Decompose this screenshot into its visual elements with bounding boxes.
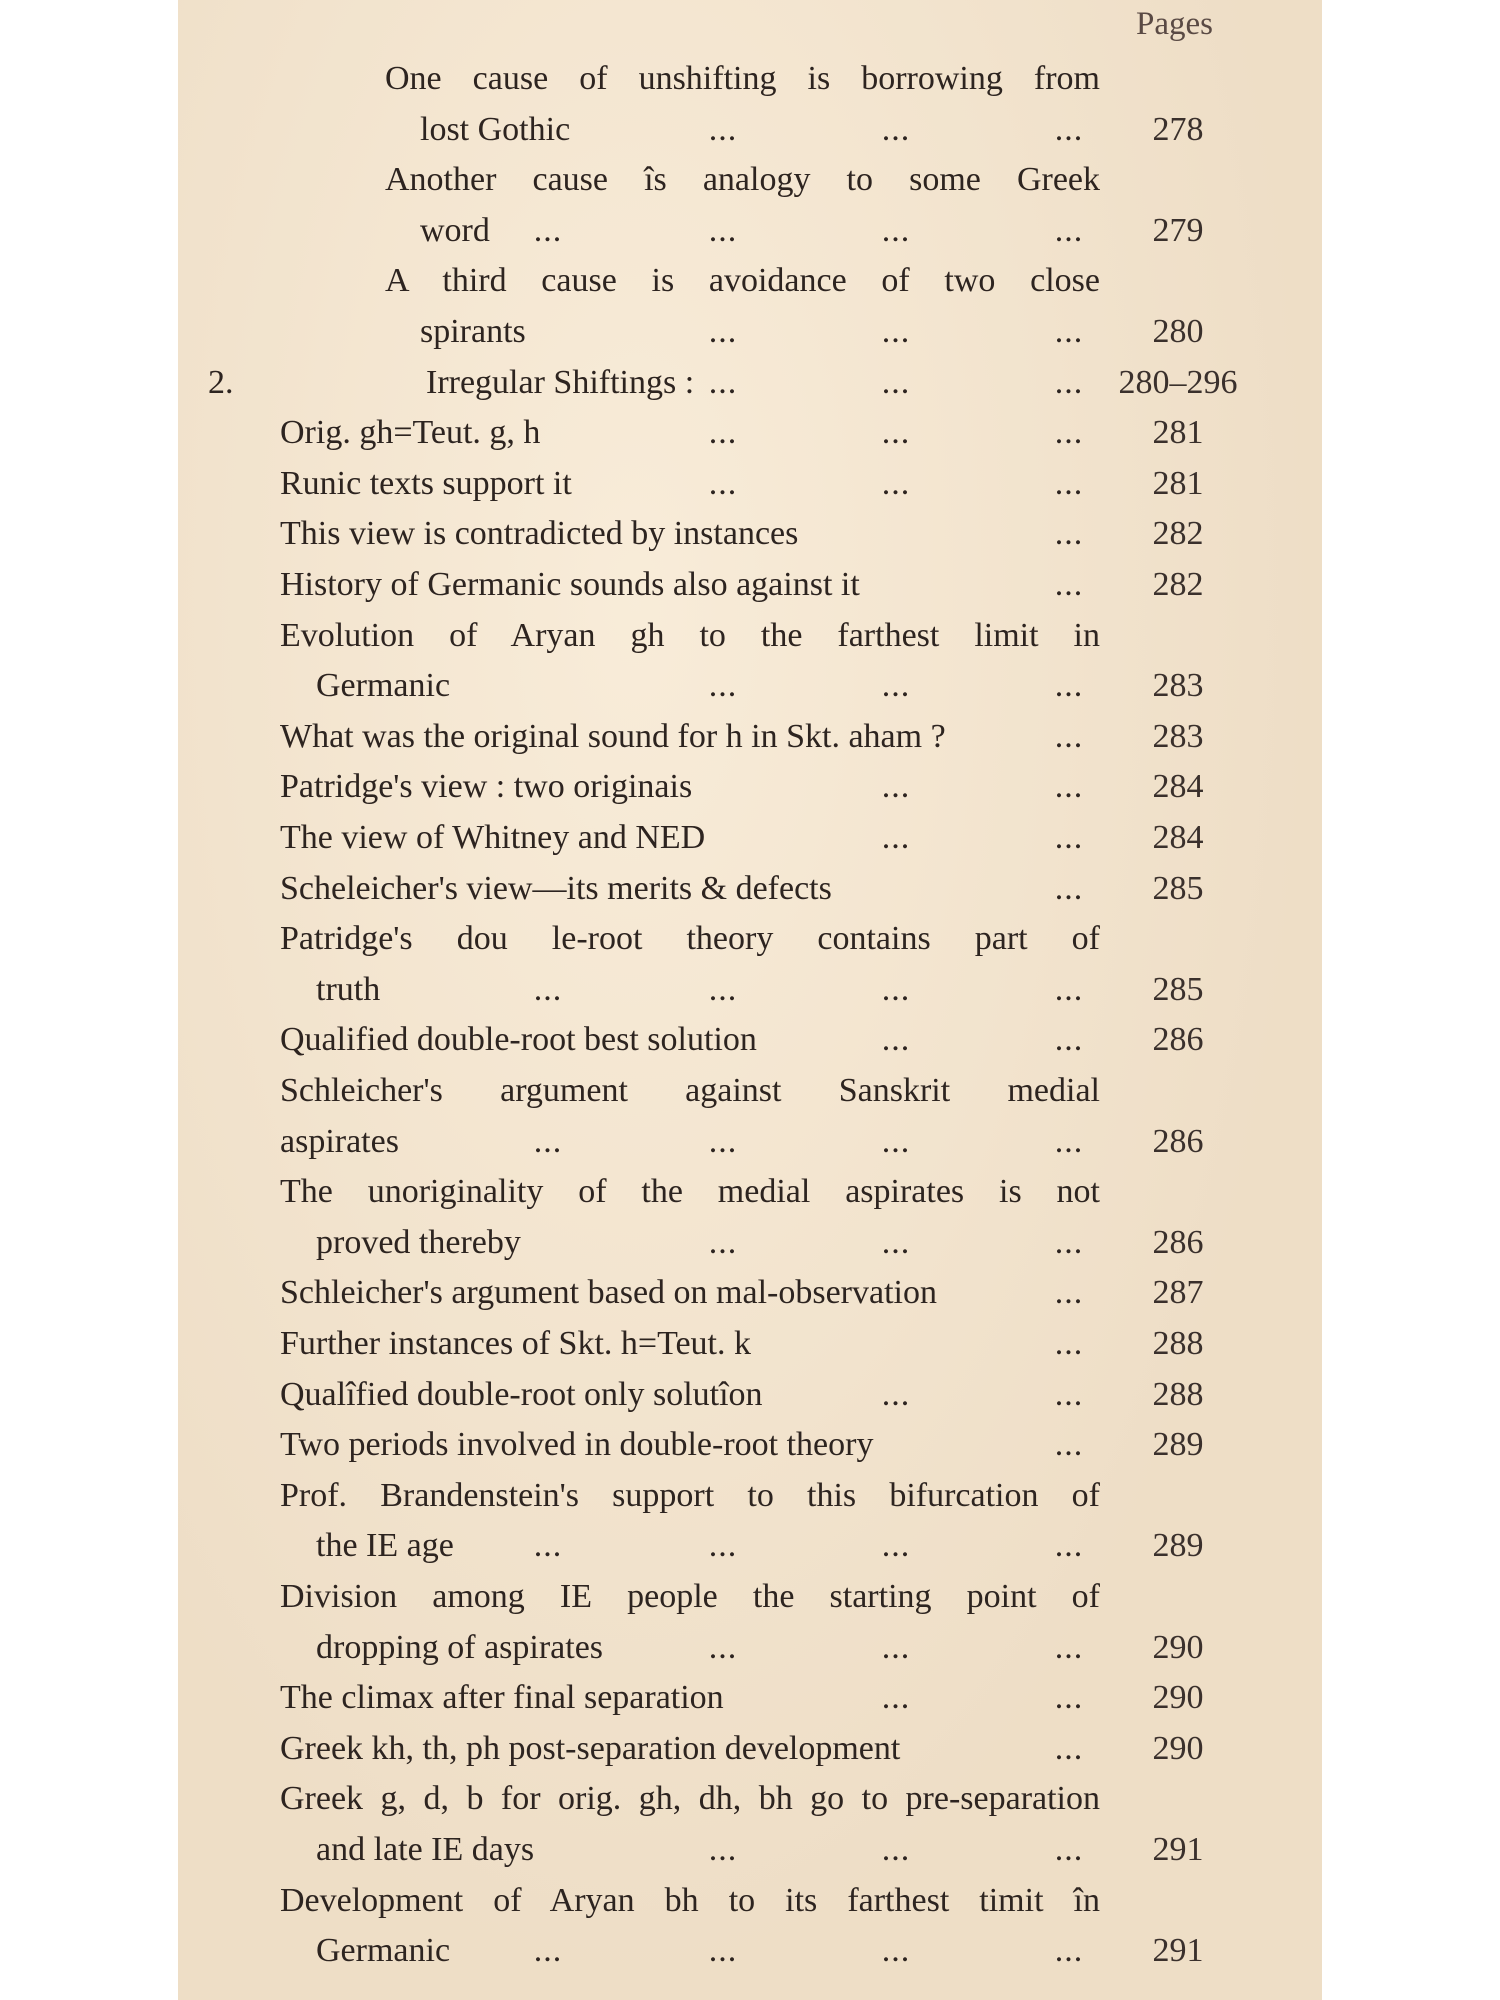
entry-text: Patridge's view : two originais: [280, 768, 693, 806]
leader-dots: ...: [708, 110, 738, 148]
page-number: 289: [1152, 1527, 1204, 1565]
toc-entry: [178, 1320, 1322, 1368]
page-number: 291: [1152, 1831, 1204, 1868]
page-number: 290: [1152, 1628, 1204, 1666]
toc-entry: [178, 763, 1322, 811]
leader-dots: ...: [533, 1932, 563, 1970]
entry-text: the IE age: [316, 1527, 454, 1565]
leader-dots: ...: [881, 1021, 911, 1059]
leader-dots: ...: [533, 970, 563, 1008]
leader-dots: ...: [881, 211, 911, 249]
section-number: 2.: [208, 363, 234, 401]
entry-text: Greek kh, th, ph post-separation development: [280, 1729, 901, 1767]
leader-dots: ...: [1054, 819, 1084, 856]
toc-entry: [178, 1624, 1322, 1672]
toc-entry: [178, 257, 1322, 305]
toc-entry: [178, 1725, 1322, 1773]
page-number: 280: [1152, 313, 1204, 350]
entry-text: Two periods involved in double-root theory: [280, 1426, 874, 1464]
page-number: 286: [1152, 1122, 1204, 1160]
leader-dots: ...: [881, 1628, 911, 1666]
page-number: 283: [1152, 667, 1204, 705]
page-number: 285: [1152, 970, 1204, 1008]
entry-text: Development of Aryan bh to its farthest timit în: [280, 1881, 1100, 1919]
toc-entry: [178, 1472, 1322, 1520]
toc-entry: [178, 510, 1322, 558]
leader-dots: ...: [708, 1122, 738, 1160]
leader-dots: ...: [708, 211, 738, 249]
leader-dots: ...: [881, 819, 911, 856]
entry-text: aspirates: [280, 1122, 399, 1160]
leader-dots: ...: [533, 211, 563, 249]
leader-dots: ...: [1054, 1021, 1084, 1059]
entry-text: Germanic: [316, 667, 451, 705]
entry-text: Runic texts support it: [280, 464, 572, 502]
leader-dots: ...: [1054, 1122, 1084, 1160]
leader-dots: ...: [1054, 717, 1084, 755]
toc-entry: [178, 460, 1322, 508]
page-number: 285: [1152, 869, 1204, 907]
toc-entry: [178, 966, 1322, 1014]
page-number: 291: [1152, 1932, 1204, 1970]
leader-dots: ...: [1054, 1426, 1084, 1464]
entry-text: Division among IE people the starting point of: [280, 1578, 1100, 1615]
toc-entry: [178, 915, 1322, 963]
leader-dots: ...: [881, 1223, 911, 1261]
toc-entry: [178, 156, 1322, 204]
leader-dots: ...: [1054, 1932, 1084, 1970]
toc-entry: [178, 1927, 1322, 1975]
leader-dots: ...: [881, 970, 911, 1008]
toc-entry: [178, 207, 1322, 255]
toc-entry: [178, 55, 1322, 103]
book-page: [178, 0, 1322, 2000]
leader-dots: ...: [881, 1831, 911, 1868]
page-number: 289: [1152, 1426, 1204, 1464]
entry-text: and late IE days: [316, 1831, 535, 1868]
entry-text: The view of Whitney and NED: [280, 819, 706, 856]
leader-dots: ...: [881, 464, 911, 502]
entry-text: Irregular Shiftings :: [426, 363, 695, 401]
entry-text: spirants: [420, 313, 526, 350]
leader-dots: ...: [1054, 667, 1084, 705]
entry-text: Schleicher's argument against Sanskrit medial: [280, 1072, 1100, 1109]
entry-text: What was the original sound for h in Skt. aham ?: [280, 717, 946, 755]
leader-dots: ...: [881, 363, 911, 401]
toc-entry: [178, 612, 1322, 660]
page-number: 281: [1152, 464, 1204, 502]
entry-text: word: [420, 211, 490, 249]
toc-entry: [178, 1877, 1322, 1925]
entry-text: The climax after final separation: [280, 1679, 724, 1717]
page-number: 279: [1152, 211, 1204, 249]
toc-entry: [178, 1016, 1322, 1064]
page-number: 286: [1152, 1021, 1204, 1059]
entry-text: Another cause îs analogy to some Greek: [385, 161, 1100, 199]
entry-text: proved thereby: [316, 1223, 521, 1261]
leader-dots: ...: [1054, 566, 1084, 603]
leader-dots: ...: [1054, 211, 1084, 249]
toc-entry: [178, 1522, 1322, 1570]
entry-text: Schleicher's argument based on mal-observation: [280, 1274, 937, 1312]
page-number: 281: [1152, 414, 1204, 452]
toc-entry: [178, 1421, 1322, 1469]
leader-dots: ...: [881, 1122, 911, 1160]
page-number: 282: [1152, 566, 1204, 603]
page-number: 280–296: [1118, 363, 1238, 401]
entry-text: Germanic: [316, 1932, 451, 1970]
leader-dots: ...: [881, 414, 911, 452]
entry-text: Scheleicher's view—its merits & defects: [280, 869, 832, 907]
toc-entry: [178, 1219, 1322, 1267]
page-number: 288: [1152, 1375, 1204, 1413]
entry-text: lost Gothic: [420, 110, 571, 148]
leader-dots: ...: [708, 1527, 738, 1565]
entry-text: Patridge's dou le-root theory contains part of: [280, 920, 1100, 958]
entry-text: truth: [316, 970, 381, 1008]
leader-dots: ...: [533, 1122, 563, 1160]
leader-dots: ...: [708, 464, 738, 502]
entry-text: History of Germanic sounds also against it: [280, 566, 860, 603]
toc-entry: [178, 713, 1322, 761]
leader-dots: ...: [708, 1831, 738, 1868]
leader-dots: ...: [881, 667, 911, 705]
entry-text: One cause of unshifting is borrowing from: [385, 60, 1100, 97]
toc-entry: [178, 662, 1322, 710]
toc-entry: [178, 1168, 1322, 1216]
toc-entry: [178, 359, 1322, 407]
toc-entry: [178, 1775, 1322, 1823]
leader-dots: ...: [1054, 363, 1084, 401]
leader-dots: ...: [881, 110, 911, 148]
leader-dots: ...: [881, 768, 911, 806]
toc-entry: [178, 308, 1322, 356]
entry-text: Qualîfied double-root only solutîon: [280, 1375, 763, 1413]
toc-entry: [178, 561, 1322, 609]
page-number: 282: [1152, 515, 1204, 553]
toc-entry: [178, 106, 1322, 154]
toc-entry: [178, 1826, 1322, 1874]
leader-dots: ...: [881, 1527, 911, 1565]
leader-dots: ...: [533, 1527, 563, 1565]
leader-dots: ...: [708, 1628, 738, 1666]
toc-entry: [178, 1573, 1322, 1621]
entry-text: Qualified double-root best solution: [280, 1021, 757, 1059]
page-number: 284: [1152, 768, 1204, 806]
leader-dots: ...: [1054, 464, 1084, 502]
leader-dots: ...: [1054, 515, 1084, 553]
toc-entry: [178, 409, 1322, 457]
entry-text: Further instances of Skt. h=Teut. k: [280, 1325, 752, 1362]
leader-dots: ...: [1054, 313, 1084, 350]
toc-entry: [178, 814, 1322, 862]
toc-entry: [178, 1269, 1322, 1317]
leader-dots: ...: [881, 1932, 911, 1970]
leader-dots: ...: [708, 363, 738, 401]
leader-dots: ...: [708, 313, 738, 350]
toc-entry: [178, 865, 1322, 913]
toc-entry: [178, 1371, 1322, 1419]
leader-dots: ...: [1054, 414, 1084, 452]
leader-dots: ...: [1054, 1274, 1084, 1312]
leader-dots: ...: [1054, 768, 1084, 806]
leader-dots: ...: [1054, 110, 1084, 148]
entry-text: A third cause is avoidance of two close: [385, 262, 1100, 300]
leader-dots: ...: [1054, 1375, 1084, 1413]
entry-text: This view is contradicted by instances: [280, 515, 799, 553]
page-number: 284: [1152, 819, 1204, 856]
toc-entry: [178, 1674, 1322, 1722]
leader-dots: ...: [1054, 1223, 1084, 1261]
entry-text: Evolution of Aryan gh to the farthest limit in: [280, 616, 1100, 654]
leader-dots: ...: [1054, 1729, 1084, 1767]
leader-dots: ...: [1054, 1628, 1084, 1666]
leader-dots: ...: [1054, 1831, 1084, 1868]
page-number: 286: [1152, 1223, 1204, 1261]
page-number: 288: [1152, 1325, 1204, 1362]
page-number: 290: [1152, 1679, 1204, 1717]
page-number: 290: [1152, 1729, 1204, 1767]
leader-dots: ...: [881, 313, 911, 350]
entry-text: Prof. Brandenstein's support to this bifurcation of: [280, 1476, 1100, 1514]
toc-entry: [178, 1118, 1322, 1166]
leader-dots: ...: [708, 1223, 738, 1261]
entry-text: Orig. gh=Teut. g, h: [280, 414, 541, 452]
leader-dots: ...: [881, 1375, 911, 1413]
leader-dots: ...: [1054, 869, 1084, 907]
entry-text: The unoriginality of the medial aspirates is not: [280, 1173, 1100, 1211]
leader-dots: ...: [1054, 1527, 1084, 1565]
leader-dots: ...: [708, 1932, 738, 1970]
leader-dots: ...: [881, 1679, 911, 1717]
leader-dots: ...: [1054, 1679, 1084, 1717]
page-number: 278: [1152, 110, 1204, 148]
entry-text: Greek g, d, b for orig. gh, dh, bh go to pre-separation: [280, 1780, 1100, 1818]
leader-dots: ...: [1054, 970, 1084, 1008]
leader-dots: ...: [708, 667, 738, 705]
pages-column-header: Pages: [1136, 6, 1213, 42]
toc-entry: [178, 1067, 1322, 1115]
entry-text: dropping of aspirates: [316, 1628, 604, 1666]
leader-dots: ...: [708, 414, 738, 452]
leader-dots: ...: [1054, 1325, 1084, 1362]
leader-dots: ...: [708, 970, 738, 1008]
page-number: 283: [1152, 717, 1204, 755]
page-number: 287: [1152, 1274, 1204, 1312]
